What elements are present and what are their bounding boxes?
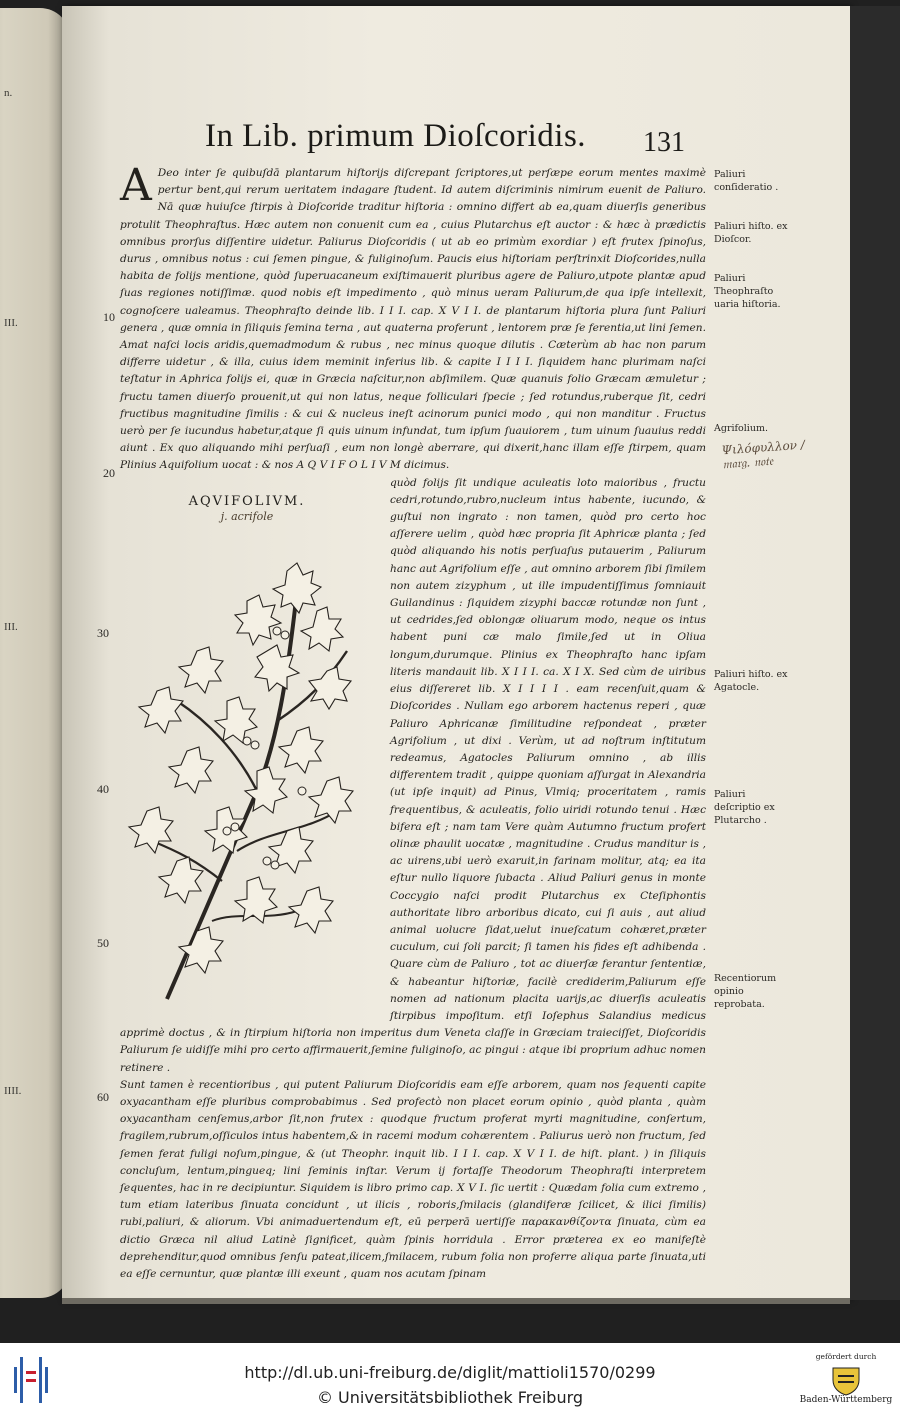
woodcut-figure <box>118 485 376 1015</box>
intro-text: Deo inter ſe quibuſdā plantarum hiſtorijs diſcrepant ſcriptores,ut perſæpe eorum mentes maximè pertur bent,qui rerum ueritatem indagare ſtudent. Id autem diſcriminis nimirum euenit de Paliuro. Nā quæ huiuſce ſtirpis à Dioſcoride traditur hiſtoria : omnino differt ab ea,quam diuerſis generibus protulit Theophraſtus. Hæc autem non conuenit cum ea , cuius Plutarchus eſt auctor : & hæc à prædictis omnibus prorſus diſſentire uidetur. Paliurus Dioſcoridis ( ut ab eo primùm exordiar ) eſt frutex ſpinoſus, durus , omnibus notus : cui ſemen pingue, & fuliginoſum. Paucis eius hiſtoriam perſtrinxit Dioſcorides,nulla habita de folijs mentione, quòd ſuperuacaneum exiſtimauerit pluribus agere de Paliuro,utpote plantæ apud ſuas regiones notiſſimæ. quod nobis eſt impedimento , quò minus ueram Paliurum,de qua ipſe intellexit, cognoſcere ualeamus. Theophraſto deinde lib. I I I. cap. X V I I. de plantarum hiſtoria plura ſunt Paliuri genera , quæ omnia in ſiliquis ſemina terna , aut quaterna proferunt , lentorem præ ſe ferentia,ut lini ſemen. Amat naſci locis aridis,quemadmodum & rubus , nec minus quoque dilutis . Cæterùm ab hac non parum differre uidetur , & illa, cuius idem meminit inferius lib. & capite I I I I. ſiquidem hanc plurimam naſci teſtatur in Aphrica folijs ei, quæ in Græcia naſcitur,non abſimilem. Quæ quanuis folio Græcam æmuletur ; fructu tamen diuerſo prouenit,ut qui non latus, neque folliculari ſpecie ; ſed rotundus,ruberque ſit, cedri fructibus magnitudine ſimilis : & cui & nucleus ineſt acinorum punici modo , qui non manditur . Fructus uerò per ſe iucundus habetur,atque ſi quis uinum infundat, tum ipſum ſuauiorem , tum uinum ſuauius reddi aiunt . Ex quo aliquando mihi perſuaſi , eum non longè aberrare, qui dixerit,hanc illam eſſe ſtirpem, quam Plinius Aquifolium uocat : & nos A Q V I F O L I V M dicimus. <box>120 167 706 472</box>
line-number: 10 <box>103 310 115 324</box>
page-shadow <box>850 6 900 1300</box>
line-number: 60 <box>97 1090 109 1104</box>
wrap-paragraph: quòd folijs ſit undique aculeatis loto maioribus , fructu cedri,rotundo,rubro,nucleum intus habente, iucundo, & guſtui non ingrato : non tamen, quòd pro certo hoc aſſerere uelim , quòd hæc propria ſit Aphricæ planta ; ſed quòd aliquando his notis perſuaſus putauerim , Paliurum hanc aut Agrifolium eſſe , aut omnino arborem ſibi ſimilem non autem zizyphum , ut ille impudentiſſimus ſomniauit Guilandinus : ſiquidem zizyphi baccæ rotundæ non ſunt , ut cedrides,ſed oblongæ oliuarum modo, neque os intus habent puni cæ malo ſimile,ſed ut in Oliua longum,durumque. Plinius ex Theophraſto hanc ipſam literis mandauit lib. X I I I. ca. X I X. Sed cùm de uiribus eius diſſereret lib. X I I I I . eam recenſuit,quam & Dioſcorides . Nullam ego arborem hactenus reperi , quæ Paliuro Aphricanæ ſimilitudine reſpondeat , præter Agrifolium , ut dixi . Verùm, ut ad noſtrum inſtitutum redeamus, Agatocles Paliurum omnino , ab illis differentem tradit , quippe quoniam aſſurgat in Alexandria (ut ipſe inquit) ad Pinus, Vlmiq; proceritatem , ramis frequentibus, & aculeatis, folio uiridi rotundo tenui . Hæc bifera eſt ; nam tam Vere quàm Autumno fructum profert olinæ phaulit uocatæ , magnitudine . Crudus manditur is , ac uirens,ubi uerò exaruit,in farinam molitur, atq; ea ita eſtur nullo liquore ſubacta . Aliud Paliuri genus in monte Coccygio naſci prodit Plutarchus ex Cteſiphontis authoritate libro arboribus dicato, cui ſi auis , aut aliud animal uolucre ſidat,uelut inueſcatum cohæret,præter cuculum, cui ſoli parcit; ſi tamen his fides eſt adhibenda . Quare cùm de Paliuro , tot ac diuerſæ ferantur ſententiæ, & habeantur hiſtoriæ, facilè crediderim,Paliurum eſſe nomen ad nationum placita uarijs,ac diuerſis aculeatis ſtirpibus impoſitum. etſi Ioſephus Salandius medicus apprimè doctus , & in ſtirpium hiſtoria non imperitus dum Veneta claſſe in Græciam traieciſſet, Dioſcoridis Paliurum ſe uidiſſe mihi pro certo affirmauerit,ſemine fuliginoſo, ac pingui : atque ibi proprium adhuc nomen retinere . <box>120 476 706 1074</box>
line-number: 50 <box>97 936 109 950</box>
margin-note: Paliuri Theophraſto uaria hiſtoria. <box>714 273 781 310</box>
figure-title: AQVIFOLIVM. <box>188 493 306 509</box>
folio-number: 131 <box>643 127 685 158</box>
coat-of-arms-icon <box>829 1366 863 1396</box>
figure-handwritten-annotation: j. acrifole <box>220 509 274 523</box>
margin-note: Paliuri hiſto. ex Dioſcor. <box>714 221 788 245</box>
left-page-fragment: IIII. <box>4 1085 22 1097</box>
drop-cap: A <box>120 160 152 211</box>
handwritten-marginal-note: Ψιλόφυλλον / 𝔪𝔞𝔯𝔤. 𝔫𝔬𝔱𝔢 <box>721 437 806 472</box>
line-number: 20 <box>103 466 115 480</box>
left-page-edge <box>0 8 70 1298</box>
sponsor-label: gefördert durch <box>815 1352 877 1361</box>
margin-note: Paliuri hiſto. ex Agatocle. <box>714 669 788 693</box>
left-page-fragment: n. <box>4 87 13 99</box>
left-page-fragment: III. <box>4 317 18 329</box>
viewer-footer <box>0 1343 900 1414</box>
left-page-fragment: III. <box>4 621 18 633</box>
permalink-url[interactable]: http://dl.ub.uni-freiburg.de/diglit/mattioli1570/0299 <box>244 1363 656 1382</box>
copyright-notice: © Universitätsbibliothek Freiburg <box>316 1388 584 1407</box>
sponsor-name: Baden-Württemberg <box>799 1395 893 1405</box>
intro-paragraph <box>120 160 706 475</box>
line-number: 30 <box>97 626 109 640</box>
final-paragraph: Sunt tamen è recentioribus , qui putent Paliurum Dioſcoridis eam eſſe arborem, quam nos ſequenti capite oxyacantham eſſe pluribus comprobabimus . Sed profectò non placet eorum opinio , quòd planta , quàm oxyacantham cenſemus,arbor ſit,non frutex : quodque fructum proferat myrti magnitudine, conſertum, fragilem,rubrum,oſſiculos intus habentem,& in racemi modum cohærentem . Paliurus uerò non fructum, ſed ſemen ferat fuligi noſum,pingue, & (ut Theophr. inquit lib. I I I. cap. X V I I. de hiſt. plant. ) in ſiliquis concluſum, lentum,pingueq; lini ſeminis inſtar. Verum ij fortaſſe Theodorum Theophraſti interpretem ſequentes, hac in re decipiuntur. Siquidem is libro primo cap. X V I. ſic uertit : Quædam folia cum extremo , tum etiam lateribus ſinuata concidunt , ut ilicis , roboris,ſmilacis (glandiferæ ſcilicet, & ilici ſimilis) rubi,paliuri, & aliorum. Vbi animaduertendum eſt, eū perperā uertiſſe παρακανθίζοντα ſinuata, cùm ea dictio Græca nil aliud Latinè ſignificet, quàm ſpinis horridula . Error præterea ex eo manifeſtè deprehenditur,quod omnibus ſenſu pateat,ilicem,ſmilacem, rubum folia non proferre aliqua parte ſinuata,uti ea eſſe cernuntur, quæ plantæ illi exeunt , quam nos acutam ſpinam <box>120 1078 706 1280</box>
sponsor-block <box>796 1352 896 1412</box>
margin-note: Paliuri conſideratio . <box>714 169 779 193</box>
running-header: In Lib. primum Dioſcoridis. <box>205 118 587 154</box>
main-text-block <box>120 160 706 1283</box>
margin-note: Paliuri deſcriptio ex Plutarcho . <box>714 789 775 826</box>
line-number: 40 <box>97 782 109 796</box>
margin-note: Agrifolium. <box>714 423 768 434</box>
margin-note: Recentiorum opinio reprobata. <box>714 973 777 1010</box>
page-bottom-edge <box>62 1298 850 1304</box>
holly-branch-illustration <box>127 531 367 1011</box>
library-logo-icon <box>14 1357 48 1403</box>
